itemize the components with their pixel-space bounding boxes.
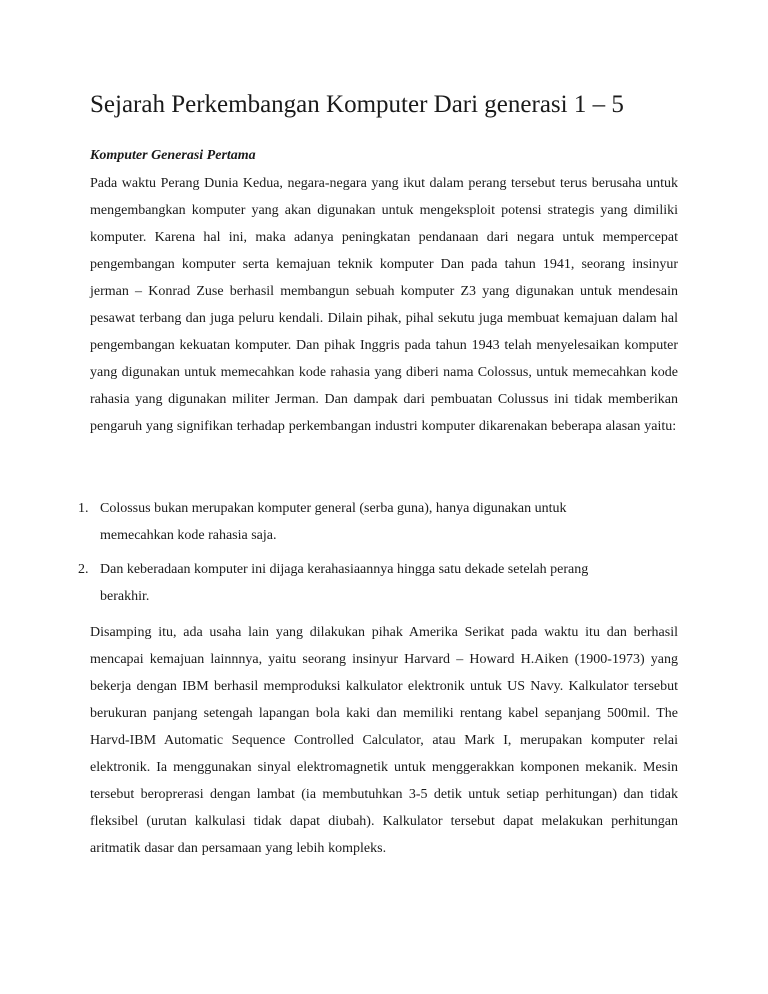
list-number: 2. (78, 562, 89, 577)
list-item-text: Dan keberadaan komputer ini dijaga kerahasiaannya hingga satu dekade setelah perang berakhir. (100, 562, 589, 604)
list-item-text: Colossus bukan merupakan komputer general (serba guna), hanya digunakan untuk memecahkan kode rahasia saja. (100, 501, 567, 543)
reasons-list (78, 495, 638, 617)
list-item (78, 495, 638, 549)
list-number: 1. (78, 501, 89, 516)
section-heading: Komputer Generasi Pertama (90, 148, 256, 163)
list-item (78, 556, 638, 610)
paragraph-1: Pada waktu Perang Dunia Kedua, negara-negara yang ikut dalam perang tersebut terus berusaha untuk mengembangkan komputer yang akan digunakan untuk mengeksploit potensi strategis yang dimiliki komputer. Karena hal ini, maka adanya peningkatan pendanaan dari negara untuk mempercepat pengembangan komputer serta kemajuan teknik komputer Dan pada tahun 1941, seorang insinyur jerman – Konrad Zuse berhasil membangun sebuah komputer Z3 yang digunakan untuk mendesain pesawat terbang dan juga peluru kendali. Dilain pihak, pihal sekutu juga membuat kemajuan dalam hal pengembangan kekuatan komputer. Dan pihak Inggris pada tahun 1943 telah menyelesaikan komputer yang digunakan untuk memecahkan kode rahasia yang diberi nama Colossus, untuk memecahkan kode rahasia yang digunakan militer Jerman. Dan dampak dari pembuatan Colussus ini tidak memberikan pengaruh yang signifikan terhadap perkembangan industri komputer dikarenakan beberapa alasan yaitu: (90, 176, 678, 434)
page-title: Sejarah Perkembangan Komputer Dari generasi 1 – 5 (90, 91, 624, 118)
paragraph-2: Disamping itu, ada usaha lain yang dilakukan pihak Amerika Serikat pada waktu itu dan berhasil mencapai kemajuan lainnnya, yaitu seorang insinyur Harvard – Howard H.Aiken (1900-1973) yang bekerja dengan IBM berhasil memproduksi kalkulator elektronik untuk US Navy. Kalkulator tersebut berukuran panjang setengah lapangan bola kaki dan memiliki rentang kabel sepanjang 500mil. The Harvd-IBM Automatic Sequence Controlled Calculator, atau Mark I, merupakan komputer relai elektronik. Ia menggunakan sinyal elektromagnetik untuk menggerakkan komponen mekanik. Mesin tersebut beroprerasi dengan lambat (ia membutuhkan 3-5 detik untuk setiap perhitungan) dan tidak fleksibel (urutan kalkulasi tidak dapat diubah). Kalkulator tersebut dapat melakukan perhitungan aritmatik dasar dan persamaan yang lebih kompleks. (90, 625, 678, 856)
